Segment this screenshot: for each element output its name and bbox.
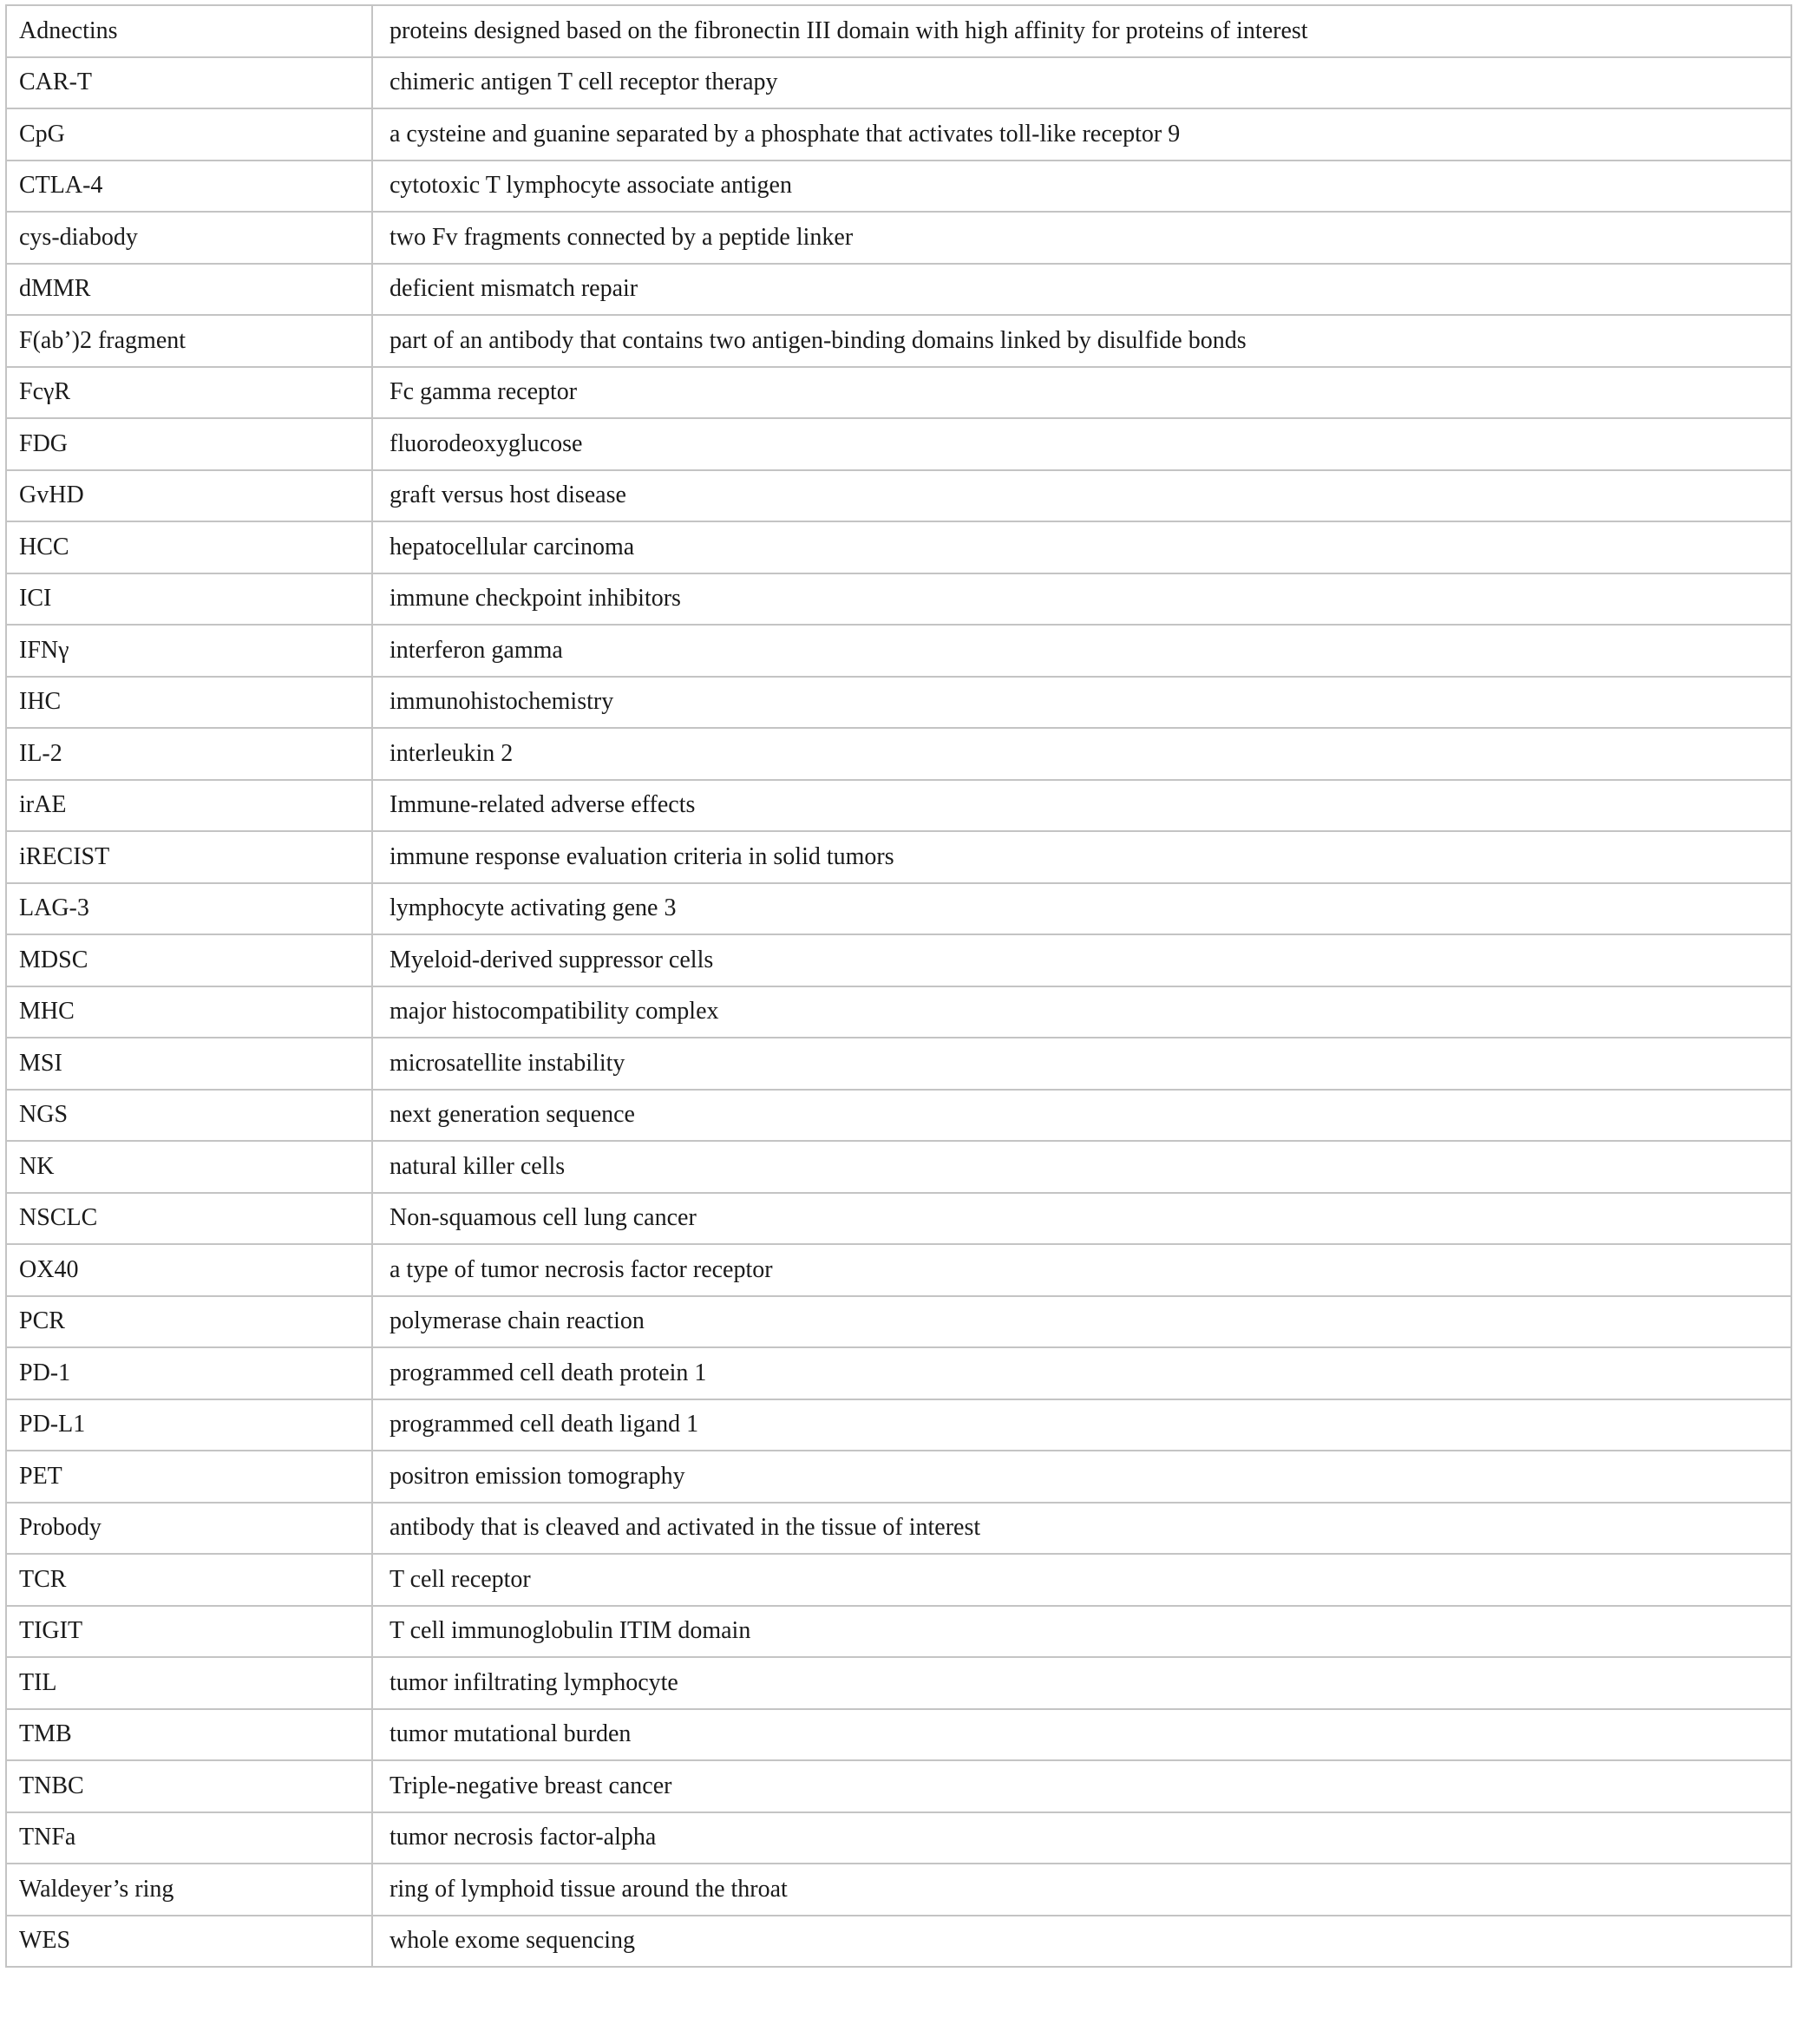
abbreviation-term: TNBC: [6, 1760, 372, 1812]
table-row: [6, 1503, 1791, 1555]
abbreviation-definition: immune response evaluation criteria in solid tumors: [372, 831, 1791, 883]
table-row: [6, 161, 1791, 213]
abbreviation-term: IHC: [6, 677, 372, 729]
table-row: [6, 108, 1791, 161]
abbreviation-term: CAR-T: [6, 57, 372, 109]
table-row: [6, 1606, 1791, 1658]
table-row: [6, 1451, 1791, 1503]
table-row: [6, 780, 1791, 832]
abbreviation-term: GvHD: [6, 470, 372, 522]
abbreviation-definition: fluorodeoxyglucose: [372, 418, 1791, 470]
table-row: [6, 367, 1791, 419]
abbreviation-definition: cytotoxic T lymphocyte associate antigen: [372, 161, 1791, 213]
abbreviation-definition: positron emission tomography: [372, 1451, 1791, 1503]
abbreviation-definition: T cell immunoglobulin ITIM domain: [372, 1606, 1791, 1658]
table-row: [6, 1193, 1791, 1245]
abbreviation-term: NK: [6, 1141, 372, 1193]
table-row: [6, 5, 1791, 57]
abbreviation-definition: interferon gamma: [372, 625, 1791, 677]
abbreviation-term: TIGIT: [6, 1606, 372, 1658]
abbreviation-definition: Triple-negative breast cancer: [372, 1760, 1791, 1812]
table-row: [6, 1244, 1791, 1296]
abbreviation-definition: chimeric antigen T cell receptor therapy: [372, 57, 1791, 109]
abbreviation-definition: tumor infiltrating lymphocyte: [372, 1657, 1791, 1709]
abbreviation-definition: antibody that is cleaved and activated in the tissue of interest: [372, 1503, 1791, 1555]
abbreviation-term: Probody: [6, 1503, 372, 1555]
table-row: [6, 934, 1791, 986]
abbreviation-definition: tumor mutational burden: [372, 1709, 1791, 1761]
table-row: [6, 470, 1791, 522]
abbreviation-term: PET: [6, 1451, 372, 1503]
abbreviation-definition: two Fv fragments connected by a peptide linker: [372, 212, 1791, 264]
table-row: [6, 1296, 1791, 1348]
abbreviation-term: cys-diabody: [6, 212, 372, 264]
abbreviation-term: F(ab’)2 fragment: [6, 315, 372, 367]
abbreviation-definition: natural killer cells: [372, 1141, 1791, 1193]
table-row: [6, 1347, 1791, 1399]
abbreviation-definition: T cell receptor: [372, 1554, 1791, 1606]
abbreviation-definition: Immune-related adverse effects: [372, 780, 1791, 832]
table-row: [6, 315, 1791, 367]
table-row: [6, 573, 1791, 626]
abbreviation-definition: hepatocellular carcinoma: [372, 521, 1791, 573]
abbreviation-term: IL-2: [6, 728, 372, 780]
table-row: [6, 1760, 1791, 1812]
abbreviation-definition: ring of lymphoid tissue around the throat: [372, 1864, 1791, 1916]
abbreviation-definition: microsatellite instability: [372, 1038, 1791, 1090]
abbreviation-term: FcγR: [6, 367, 372, 419]
abbreviation-term: LAG-3: [6, 883, 372, 935]
abbreviation-term: Adnectins: [6, 5, 372, 57]
table-row: [6, 1090, 1791, 1142]
table-row: [6, 1864, 1791, 1916]
abbreviation-term: TCR: [6, 1554, 372, 1606]
table-row: [6, 212, 1791, 264]
abbreviation-term: WES: [6, 1916, 372, 1968]
table-row: [6, 831, 1791, 883]
table-row: [6, 1916, 1791, 1968]
abbreviation-term: OX40: [6, 1244, 372, 1296]
abbreviation-definition: part of an antibody that contains two antigen-binding domains linked by disulfide bonds: [372, 315, 1791, 367]
abbreviation-term: NSCLC: [6, 1193, 372, 1245]
table-row: [6, 883, 1791, 935]
abbreviation-term: irAE: [6, 780, 372, 832]
table-row: [6, 418, 1791, 470]
abbreviation-term: TNFa: [6, 1812, 372, 1864]
abbreviation-term: IFNγ: [6, 625, 372, 677]
table-row: [6, 264, 1791, 316]
table-row: [6, 986, 1791, 1038]
table-row: [6, 1141, 1791, 1193]
abbreviation-term: CTLA-4: [6, 161, 372, 213]
abbreviation-term: PD-L1: [6, 1399, 372, 1451]
table-row: [6, 57, 1791, 109]
table-row: [6, 521, 1791, 573]
abbreviation-term: ICI: [6, 573, 372, 626]
abbreviation-term: HCC: [6, 521, 372, 573]
abbreviation-definition: proteins designed based on the fibronectin III domain with high affinity for proteins of interest: [372, 5, 1791, 57]
abbreviation-definition: programmed cell death ligand 1: [372, 1399, 1791, 1451]
abbreviation-term: MSI: [6, 1038, 372, 1090]
abbreviation-term: iRECIST: [6, 831, 372, 883]
abbreviation-definition: Fc gamma receptor: [372, 367, 1791, 419]
table-row: [6, 677, 1791, 729]
abbreviation-definition: programmed cell death protein 1: [372, 1347, 1791, 1399]
abbreviation-term: CpG: [6, 108, 372, 161]
abbreviation-definition: a type of tumor necrosis factor receptor: [372, 1244, 1791, 1296]
abbreviation-definition: immune checkpoint inhibitors: [372, 573, 1791, 626]
abbreviation-definition: polymerase chain reaction: [372, 1296, 1791, 1348]
abbreviation-term: PD-1: [6, 1347, 372, 1399]
abbreviation-definition: interleukin 2: [372, 728, 1791, 780]
abbreviation-definition: lymphocyte activating gene 3: [372, 883, 1791, 935]
abbreviation-definition: Non-squamous cell lung cancer: [372, 1193, 1791, 1245]
table-row: [6, 1399, 1791, 1451]
abbreviation-definition: tumor necrosis factor-alpha: [372, 1812, 1791, 1864]
table-row: [6, 625, 1791, 677]
abbreviation-term: NGS: [6, 1090, 372, 1142]
abbreviations-table: [5, 4, 1792, 1968]
abbreviation-definition: immunohistochemistry: [372, 677, 1791, 729]
abbreviation-definition: next generation sequence: [372, 1090, 1791, 1142]
abbreviations-table-container: [5, 4, 1791, 1968]
abbreviation-definition: a cysteine and guanine separated by a phosphate that activates toll-like receptor 9: [372, 108, 1791, 161]
abbreviation-definition: Myeloid-derived suppressor cells: [372, 934, 1791, 986]
abbreviation-definition: whole exome sequencing: [372, 1916, 1791, 1968]
abbreviation-term: FDG: [6, 418, 372, 470]
abbreviation-term: TMB: [6, 1709, 372, 1761]
table-row: [6, 1709, 1791, 1761]
table-row: [6, 1657, 1791, 1709]
table-row: [6, 1554, 1791, 1606]
abbreviation-definition: deficient mismatch repair: [372, 264, 1791, 316]
abbreviation-definition: graft versus host disease: [372, 470, 1791, 522]
abbreviation-term: MHC: [6, 986, 372, 1038]
table-row: [6, 1038, 1791, 1090]
abbreviation-term: PCR: [6, 1296, 372, 1348]
table-row: [6, 1812, 1791, 1864]
abbreviation-term: TIL: [6, 1657, 372, 1709]
abbreviation-term: Waldeyer’s ring: [6, 1864, 372, 1916]
table-row: [6, 728, 1791, 780]
abbreviation-term: MDSC: [6, 934, 372, 986]
abbreviations-table-body: [6, 5, 1791, 1967]
abbreviation-definition: major histocompatibility complex: [372, 986, 1791, 1038]
abbreviation-term: dMMR: [6, 264, 372, 316]
